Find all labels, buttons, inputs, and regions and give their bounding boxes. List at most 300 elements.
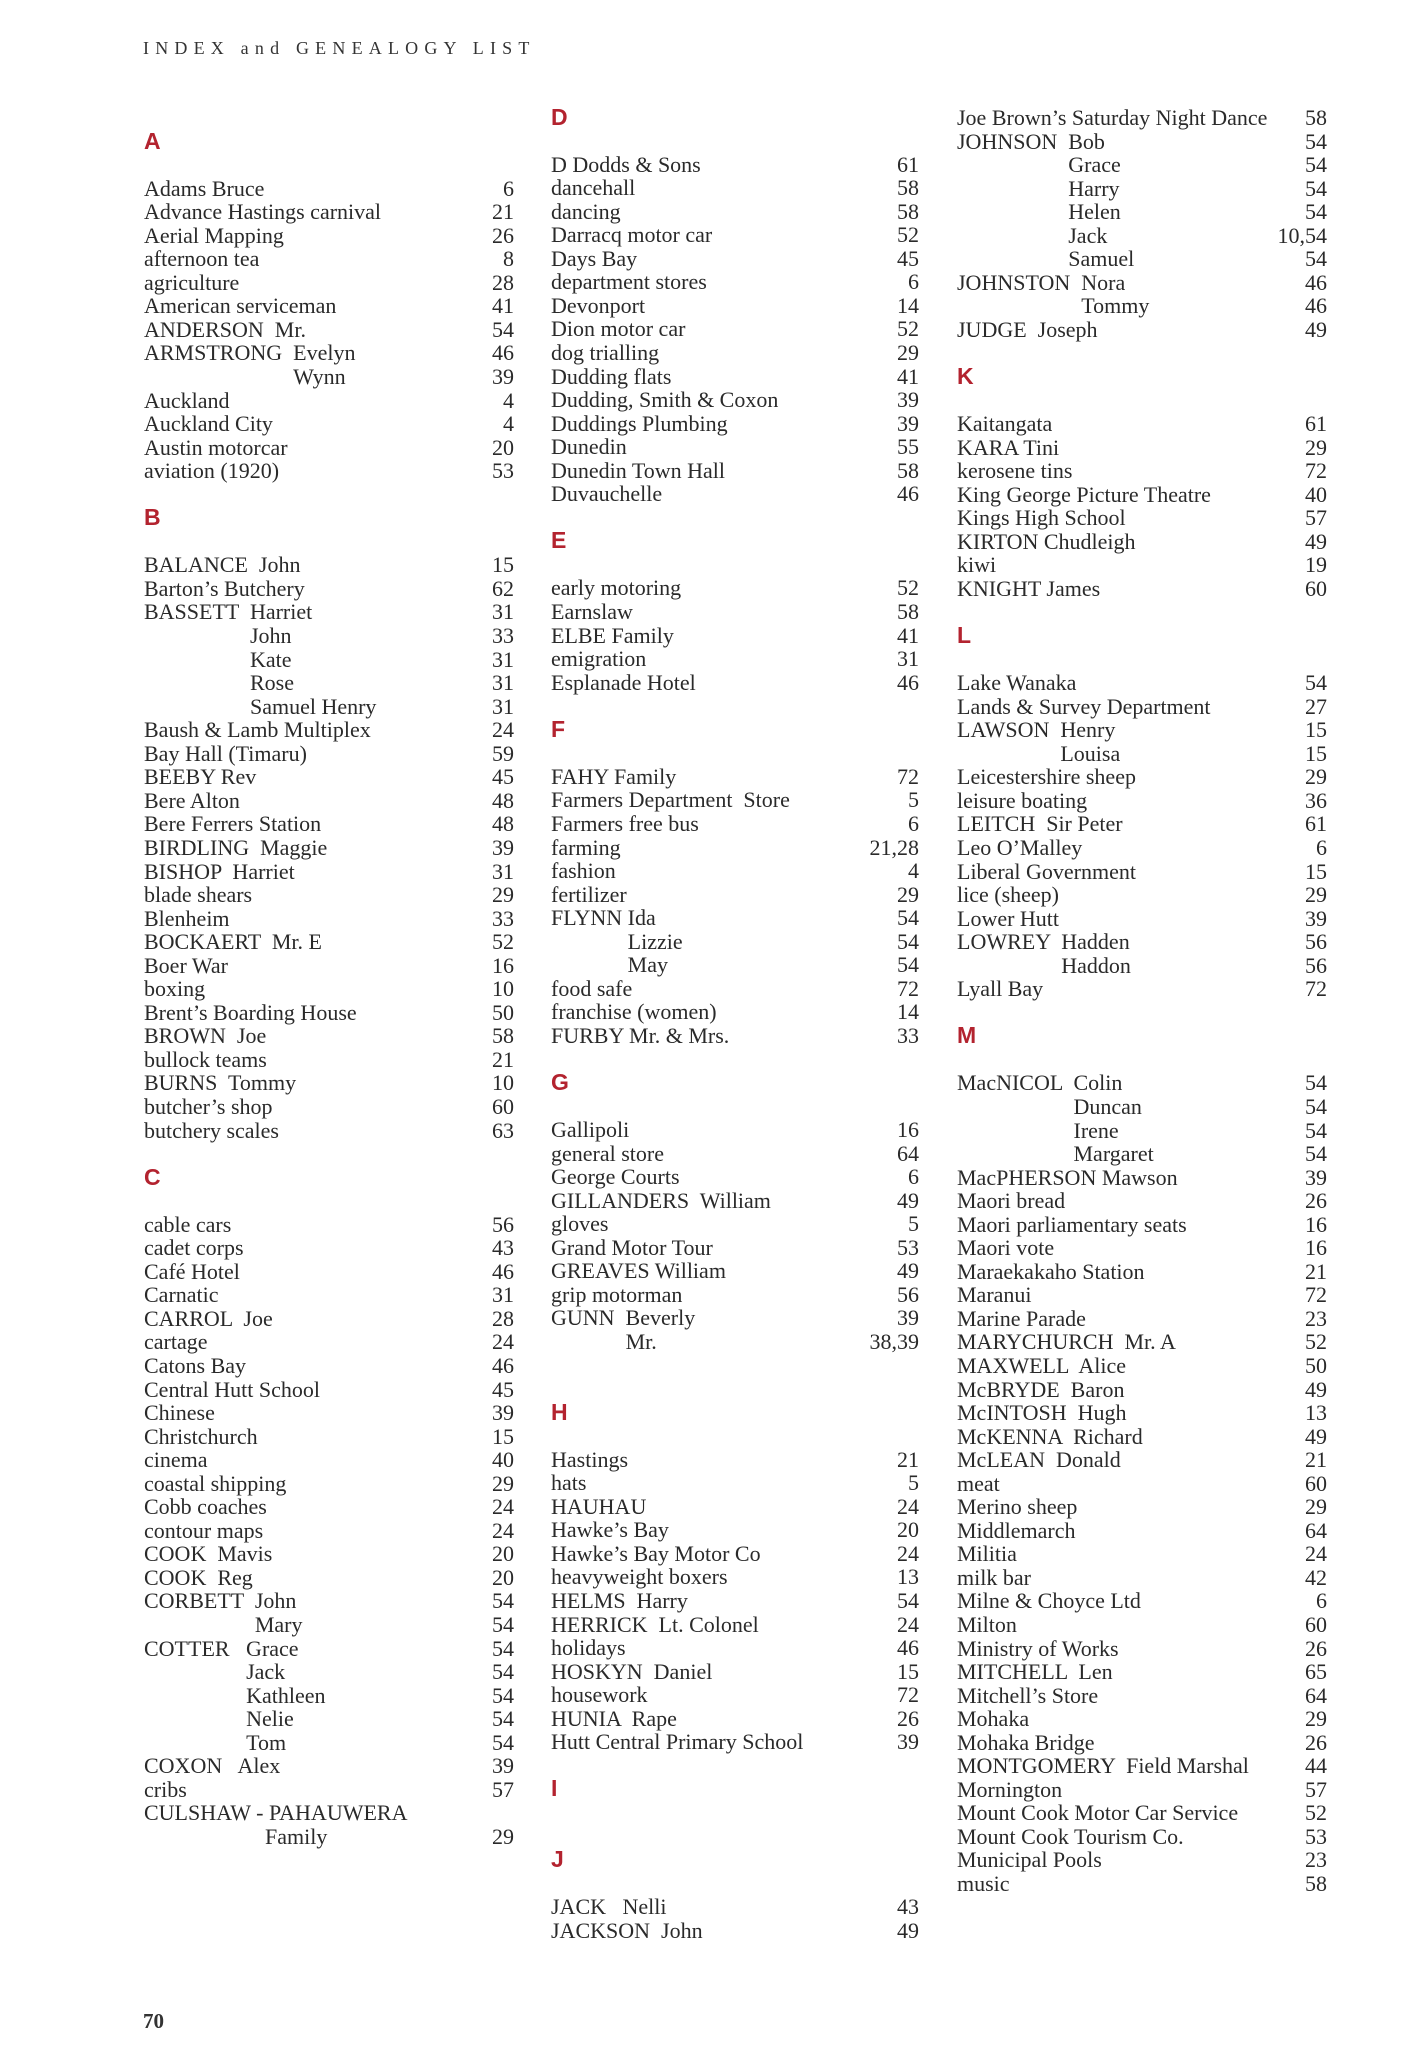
index-entry — [957, 530, 1327, 554]
entry-pages: 27 — [1305, 693, 1327, 719]
index-entry — [957, 1378, 1327, 1402]
entry-pages: 72 — [1305, 458, 1327, 484]
index-entry — [551, 294, 919, 318]
index-entry — [957, 1613, 1327, 1637]
entry-pages: 64 — [1305, 1682, 1327, 1708]
entry-pages: 41 — [492, 293, 514, 319]
entry-pages: 62 — [492, 575, 514, 601]
page-number: 70 — [143, 2009, 164, 2033]
entry-term: Irene — [1073, 1117, 1119, 1143]
index-entry — [957, 1260, 1327, 1284]
section-letter: G — [551, 1068, 569, 1095]
entry-term: cable cars — [144, 1211, 232, 1237]
entry-term: Chinese — [144, 1400, 215, 1426]
index-subentry — [551, 953, 919, 977]
entry-pages: 33 — [897, 1022, 919, 1048]
entry-term: emigration — [551, 646, 647, 672]
entry-pages: 39 — [897, 410, 919, 436]
entry-pages: 31 — [492, 858, 514, 884]
entry-pages: 60 — [1305, 1612, 1327, 1637]
section-letter: K — [957, 363, 974, 390]
entry-pages: 54 — [1305, 175, 1327, 201]
entry-pages: 54 — [897, 952, 919, 978]
index-entry — [957, 883, 1327, 907]
entry-pages: 52 — [492, 929, 514, 955]
section-letter-b — [144, 483, 514, 554]
index-entry — [551, 671, 919, 695]
entry-term: COTTER Grace — [144, 1635, 299, 1661]
entry-term: Advance Hastings carnival — [144, 199, 382, 225]
entry-pages: 8 — [503, 246, 514, 272]
entry-pages: 39 — [492, 834, 514, 860]
entry-pages: 56 — [897, 1281, 919, 1307]
entry-term: ARMSTRONG Evelyn — [144, 340, 356, 366]
index-entry — [551, 435, 919, 459]
entry-term: Esplanade Hotel — [551, 669, 696, 695]
entry-pages: 28 — [492, 269, 514, 295]
entry-term: May — [627, 952, 668, 978]
entry-pages: 49 — [897, 1258, 919, 1284]
index-entry — [957, 977, 1327, 1001]
index-entry — [144, 271, 514, 295]
entry-pages: 5 — [908, 1211, 919, 1237]
index-entry — [144, 1236, 514, 1260]
entry-term: Boer War — [144, 952, 228, 978]
entry-term: Dunedin — [551, 434, 627, 460]
entry-pages: 15 — [1305, 717, 1327, 743]
index-entry — [144, 177, 514, 201]
entry-term: JUDGE Joseph — [957, 316, 1098, 342]
index-entry — [144, 765, 514, 789]
index-entry — [957, 1307, 1327, 1331]
index-entry — [551, 1471, 919, 1495]
entry-pages: 49 — [1305, 1423, 1327, 1449]
index-subentry — [144, 695, 514, 719]
index-entry — [144, 1472, 514, 1496]
entry-term: Darracq motor car — [551, 222, 713, 248]
index-entry — [551, 624, 919, 648]
entry-pages: 16 — [1305, 1235, 1327, 1261]
index-entry — [957, 1801, 1327, 1825]
section-letter: F — [551, 715, 566, 742]
entry-term: Aerial Mapping — [144, 222, 284, 248]
index-entry — [144, 1542, 514, 1566]
entry-pages: 5 — [908, 787, 919, 813]
entry-term: Dudding, Smith & Coxon — [551, 387, 779, 413]
index-entry — [551, 1895, 919, 1919]
entry-pages: 26 — [1305, 1729, 1327, 1755]
entry-pages: 46 — [492, 1258, 514, 1284]
index-entry — [144, 1001, 514, 1025]
entry-term: Ministry of Works — [957, 1635, 1119, 1661]
entry-term: gloves — [551, 1211, 609, 1237]
entry-term: McKENNA Richard — [957, 1423, 1143, 1449]
entry-term: Mount Cook Motor Car Service — [957, 1800, 1239, 1826]
section-letter: L — [957, 622, 972, 649]
index-entry — [551, 1518, 919, 1542]
entry-pages: 31 — [492, 693, 514, 719]
index-entry — [957, 860, 1327, 884]
entry-term: Duddings Plumbing — [551, 410, 728, 436]
section-letter: M — [957, 1022, 977, 1049]
entry-term: general store — [551, 1140, 664, 1166]
index-subentry — [144, 1613, 514, 1637]
index-entry — [551, 859, 919, 883]
index-entry — [144, 1425, 514, 1449]
section-letter-a — [144, 106, 514, 177]
entry-term: farming — [551, 834, 621, 860]
entry-term: JOHNSTON Nora — [957, 269, 1126, 295]
entry-pages: 29 — [1305, 764, 1327, 790]
index-entry — [551, 1024, 919, 1048]
entry-term: GREAVES William — [551, 1258, 726, 1284]
entry-term: MARYCHURCH Mr. A — [957, 1329, 1176, 1355]
section-letter: A — [144, 127, 161, 154]
index-entry — [957, 318, 1327, 342]
entry-term: Mornington — [957, 1776, 1063, 1802]
index-subentry — [144, 365, 514, 389]
section-letter: B — [144, 504, 161, 531]
entry-term: cadet corps — [144, 1235, 244, 1261]
index-entry — [144, 954, 514, 978]
entry-term: Cobb coaches — [144, 1494, 267, 1520]
index-entry — [957, 1684, 1327, 1708]
entry-term: dancehall — [551, 175, 636, 201]
entry-term: HUNIA Rape — [551, 1705, 677, 1731]
entry-pages: 21 — [492, 199, 514, 225]
index-entry — [144, 459, 514, 483]
index-entry — [551, 1613, 919, 1637]
section-letter: H — [551, 1398, 568, 1425]
entry-term: Duncan — [1073, 1093, 1142, 1119]
index-entry — [144, 1048, 514, 1072]
entry-pages: 43 — [897, 1894, 919, 1920]
entry-pages: 4 — [503, 411, 514, 437]
entry-term: kerosene tins — [957, 458, 1073, 484]
index-entry — [551, 765, 919, 789]
index-entry — [144, 1071, 514, 1095]
entry-term: American serviceman — [144, 293, 337, 319]
index-subentry — [957, 247, 1327, 271]
index-entry — [957, 1495, 1327, 1519]
entry-pages: 39 — [1305, 1164, 1327, 1190]
index-entry — [144, 436, 514, 460]
entry-pages: 24 — [897, 1493, 919, 1519]
entry-pages: 57 — [492, 1776, 514, 1802]
entry-pages: 61 — [897, 151, 919, 177]
entry-term: Bere Alton — [144, 787, 240, 813]
entry-pages: 46 — [897, 669, 919, 695]
entry-pages: 49 — [1305, 528, 1327, 554]
entry-pages: 15 — [492, 552, 514, 578]
index-entry — [144, 294, 514, 318]
section-letter-m — [957, 1001, 1327, 1072]
entry-pages: 15 — [897, 1658, 919, 1684]
entry-term: grip motorman — [551, 1281, 683, 1307]
entry-term: Earnslaw — [551, 599, 633, 625]
entry-term: Tommy — [1081, 293, 1150, 319]
index-entry — [144, 553, 514, 577]
index-entry — [551, 883, 919, 907]
entry-term: Maori vote — [957, 1235, 1055, 1261]
entry-term: Catons Bay — [144, 1352, 247, 1378]
index-entry — [144, 930, 514, 954]
index-entry — [144, 718, 514, 742]
section-letter-e — [551, 506, 919, 577]
entry-term: CULSHAW - PAHAUWERA — [144, 1800, 408, 1826]
entry-pages: 46 — [1305, 293, 1327, 319]
entry-pages: 29 — [897, 881, 919, 907]
index-entry — [551, 1565, 919, 1589]
entry-pages: 10 — [492, 976, 514, 1002]
index-entry — [957, 1731, 1327, 1755]
index-entry — [144, 600, 514, 624]
entry-pages: 54 — [1305, 1070, 1327, 1096]
entry-term: Rose — [249, 670, 294, 696]
entry-pages: 14 — [897, 292, 919, 318]
index-entry — [957, 789, 1327, 813]
entry-term: cribs — [144, 1776, 187, 1802]
entry-term: Militia — [957, 1541, 1017, 1567]
index-entry — [144, 1260, 514, 1284]
entry-pages: 39 — [897, 1729, 919, 1755]
index-entry — [144, 1213, 514, 1237]
entry-term: Haddon — [1061, 952, 1131, 978]
entry-term: afternoon tea — [144, 246, 260, 272]
entry-pages: 29 — [897, 340, 919, 366]
entry-pages: 16 — [1305, 1211, 1327, 1237]
entry-pages: 54 — [1305, 152, 1327, 178]
entry-pages: 29 — [492, 1823, 514, 1849]
entry-term: JACK Nelli — [551, 1894, 667, 1920]
entry-term: Dion motor car — [551, 316, 686, 342]
entry-term: Grand Motor Tour — [551, 1234, 713, 1260]
entry-term: Louisa — [1060, 740, 1121, 766]
entry-pages: 40 — [492, 1447, 514, 1473]
entry-pages: 60 — [1305, 1470, 1327, 1496]
entry-term: BIRDLING Maggie — [144, 834, 328, 860]
index-entry — [551, 1142, 919, 1166]
index-entry — [551, 1707, 919, 1731]
section-letter-h — [551, 1377, 919, 1448]
index-entry — [144, 412, 514, 436]
index-entry — [144, 1637, 514, 1661]
entry-pages: 21 — [1305, 1447, 1327, 1473]
entry-pages: 72 — [1305, 976, 1327, 1002]
index-entry — [551, 1683, 919, 1707]
entry-term: Maraekakaho Station — [957, 1258, 1145, 1284]
index-entry — [957, 1754, 1327, 1778]
entry-term: leisure boating — [957, 787, 1088, 813]
index-entry — [957, 506, 1327, 530]
entry-term: Tom — [246, 1729, 287, 1755]
entry-term: Mary — [254, 1612, 303, 1637]
index-entry — [551, 365, 919, 389]
entry-term: Liberal Government — [957, 858, 1136, 884]
index-entry — [957, 436, 1327, 460]
index-entry — [144, 1448, 514, 1472]
index-entry — [144, 1354, 514, 1378]
entry-term: KNIGHT James — [957, 575, 1101, 601]
entry-pages: 31 — [492, 646, 514, 672]
entry-pages: 72 — [1305, 1282, 1327, 1308]
entry-pages: 54 — [1305, 128, 1327, 154]
entry-term: COOK Reg — [144, 1564, 253, 1590]
index-subentry — [957, 177, 1327, 201]
entry-pages: 6 — [908, 810, 919, 836]
entry-pages: 23 — [1305, 1305, 1327, 1331]
entry-term: aviation (1920) — [144, 458, 280, 484]
entry-pages: 24 — [492, 1494, 514, 1520]
entry-pages: 21,28 — [869, 834, 919, 860]
entry-term: Maori parliamentary seats — [957, 1211, 1187, 1237]
entry-pages: 29 — [1305, 434, 1327, 460]
entry-pages: 29 — [1305, 882, 1327, 908]
entry-term: Middlemarch — [957, 1517, 1076, 1543]
index-entry — [957, 1213, 1327, 1237]
index-entry — [551, 1448, 919, 1472]
index-entry — [957, 671, 1327, 695]
entry-term: Devonport — [551, 292, 646, 318]
entry-pages: 41 — [897, 363, 919, 389]
index-entry — [957, 1189, 1327, 1213]
index-subentry — [957, 1142, 1327, 1166]
entry-pages: 16 — [897, 1117, 919, 1143]
index-entry — [144, 1778, 514, 1802]
section-letter: C — [144, 1163, 161, 1190]
entry-term: franchise (women) — [551, 999, 717, 1025]
entry-pages: 31 — [492, 1282, 514, 1308]
entry-pages: 72 — [897, 1682, 919, 1708]
entry-term: Harry — [1068, 175, 1120, 201]
entry-pages: 24 — [897, 1611, 919, 1637]
entry-term: Dudding flats — [551, 363, 672, 389]
index-entry — [551, 788, 919, 812]
entry-pages: 29 — [1305, 1706, 1327, 1732]
entry-term: Maranui — [957, 1282, 1032, 1308]
entry-pages: 54 — [492, 1729, 514, 1755]
entry-term: LAWSON Henry — [957, 717, 1116, 743]
index-entry — [144, 1566, 514, 1590]
entry-term: blade shears — [144, 882, 253, 908]
entry-term: Hutt Central Primary School — [551, 1729, 804, 1755]
entry-term: Municipal Pools — [957, 1847, 1102, 1873]
entry-pages: 72 — [897, 763, 919, 789]
entry-term: D Dodds & Sons — [551, 151, 701, 177]
entry-term: George Courts — [551, 1164, 680, 1190]
entry-term: Barton’s Butchery — [144, 575, 305, 601]
section-letter-j — [551, 1824, 919, 1895]
index-column-2 — [551, 82, 919, 1942]
entry-term: Farmers free bus — [551, 810, 699, 836]
index-entry — [144, 1330, 514, 1354]
section-letter: D — [551, 103, 568, 130]
entry-pages: 23 — [1305, 1847, 1327, 1873]
entry-term: BISHOP Harriet — [144, 858, 295, 884]
index-column-1 — [144, 106, 514, 1848]
index-entry — [551, 317, 919, 341]
index-subentry — [144, 648, 514, 672]
entry-term: Hawke’s Bay — [551, 1517, 669, 1543]
entry-term: bullock teams — [144, 1046, 267, 1072]
entry-pages: 46 — [492, 340, 514, 366]
entry-pages: 6 — [503, 175, 514, 201]
index-entry — [551, 1730, 919, 1754]
entry-term: Auckland City — [144, 411, 273, 437]
entry-term: Lyall Bay — [957, 976, 1044, 1002]
entry-pages: 45 — [492, 764, 514, 790]
index-entry — [957, 1566, 1327, 1590]
entry-pages: 39 — [492, 1753, 514, 1779]
index-entry — [957, 1071, 1327, 1095]
index-entry — [957, 1778, 1327, 1802]
entry-term: LOWREY Hadden — [957, 929, 1130, 955]
entry-term: Samuel Henry — [249, 693, 377, 719]
index-entry — [551, 836, 919, 860]
index-entry — [144, 1283, 514, 1307]
index-entry — [957, 1519, 1327, 1543]
entry-pages: 48 — [492, 811, 514, 837]
entry-pages: 39 — [1305, 905, 1327, 931]
section-letter: I — [551, 1775, 558, 1802]
index-entry — [957, 930, 1327, 954]
entry-term: MAXWELL Alice — [957, 1352, 1127, 1378]
entry-term: ANDERSON Mr. — [144, 316, 306, 342]
index-entry — [551, 1306, 919, 1330]
entry-term: Leicestershire sheep — [957, 764, 1136, 790]
entry-pages: 54 — [1305, 1093, 1327, 1119]
entry-pages: 19 — [1305, 552, 1327, 578]
section-letter: E — [551, 527, 567, 554]
index-subentry — [144, 1707, 514, 1731]
entry-pages: 43 — [492, 1235, 514, 1261]
entry-term: King George Picture Theatre — [957, 481, 1211, 507]
entry-pages: 20 — [492, 434, 514, 460]
entry-term: Farmers Department Store — [551, 787, 790, 813]
entry-pages: 33 — [492, 623, 514, 649]
entry-pages: 44 — [1305, 1753, 1327, 1779]
entry-term: COXON Alex — [144, 1753, 281, 1779]
entry-pages: 4 — [503, 387, 514, 413]
entry-term: Adams Bruce — [144, 175, 265, 201]
entry-pages: 36 — [1305, 787, 1327, 813]
entry-term: Mitchell’s Store — [957, 1682, 1099, 1708]
entry-term: Days Bay — [551, 245, 638, 271]
entry-pages: 72 — [897, 975, 919, 1001]
entry-pages: 58 — [897, 198, 919, 224]
entry-pages: 58 — [897, 599, 919, 625]
index-entry — [957, 1825, 1327, 1849]
entry-pages: 14 — [897, 999, 919, 1025]
entry-term: McBRYDE Baron — [957, 1376, 1125, 1402]
entry-pages: 26 — [1305, 1188, 1327, 1214]
entry-term: Hawke’s Bay Motor Co — [551, 1540, 761, 1566]
entry-pages: 57 — [1305, 1776, 1327, 1802]
index-entry — [957, 765, 1327, 789]
index-entry — [144, 1024, 514, 1048]
entry-pages: 54 — [1305, 1117, 1327, 1143]
entry-pages: 46 — [1305, 269, 1327, 295]
entry-term: Lake Wanaka — [957, 670, 1077, 696]
entry-pages: 39 — [492, 1400, 514, 1426]
running-head: INDEX and GENEALOGY LIST — [143, 38, 536, 58]
entry-pages: 61 — [1305, 811, 1327, 837]
entry-term: Central Hutt School — [144, 1376, 320, 1402]
entry-pages: 53 — [897, 1234, 919, 1260]
entry-pages: 48 — [492, 787, 514, 813]
entry-term: HAUHAU — [551, 1493, 647, 1519]
entry-term: dancing — [551, 198, 621, 224]
